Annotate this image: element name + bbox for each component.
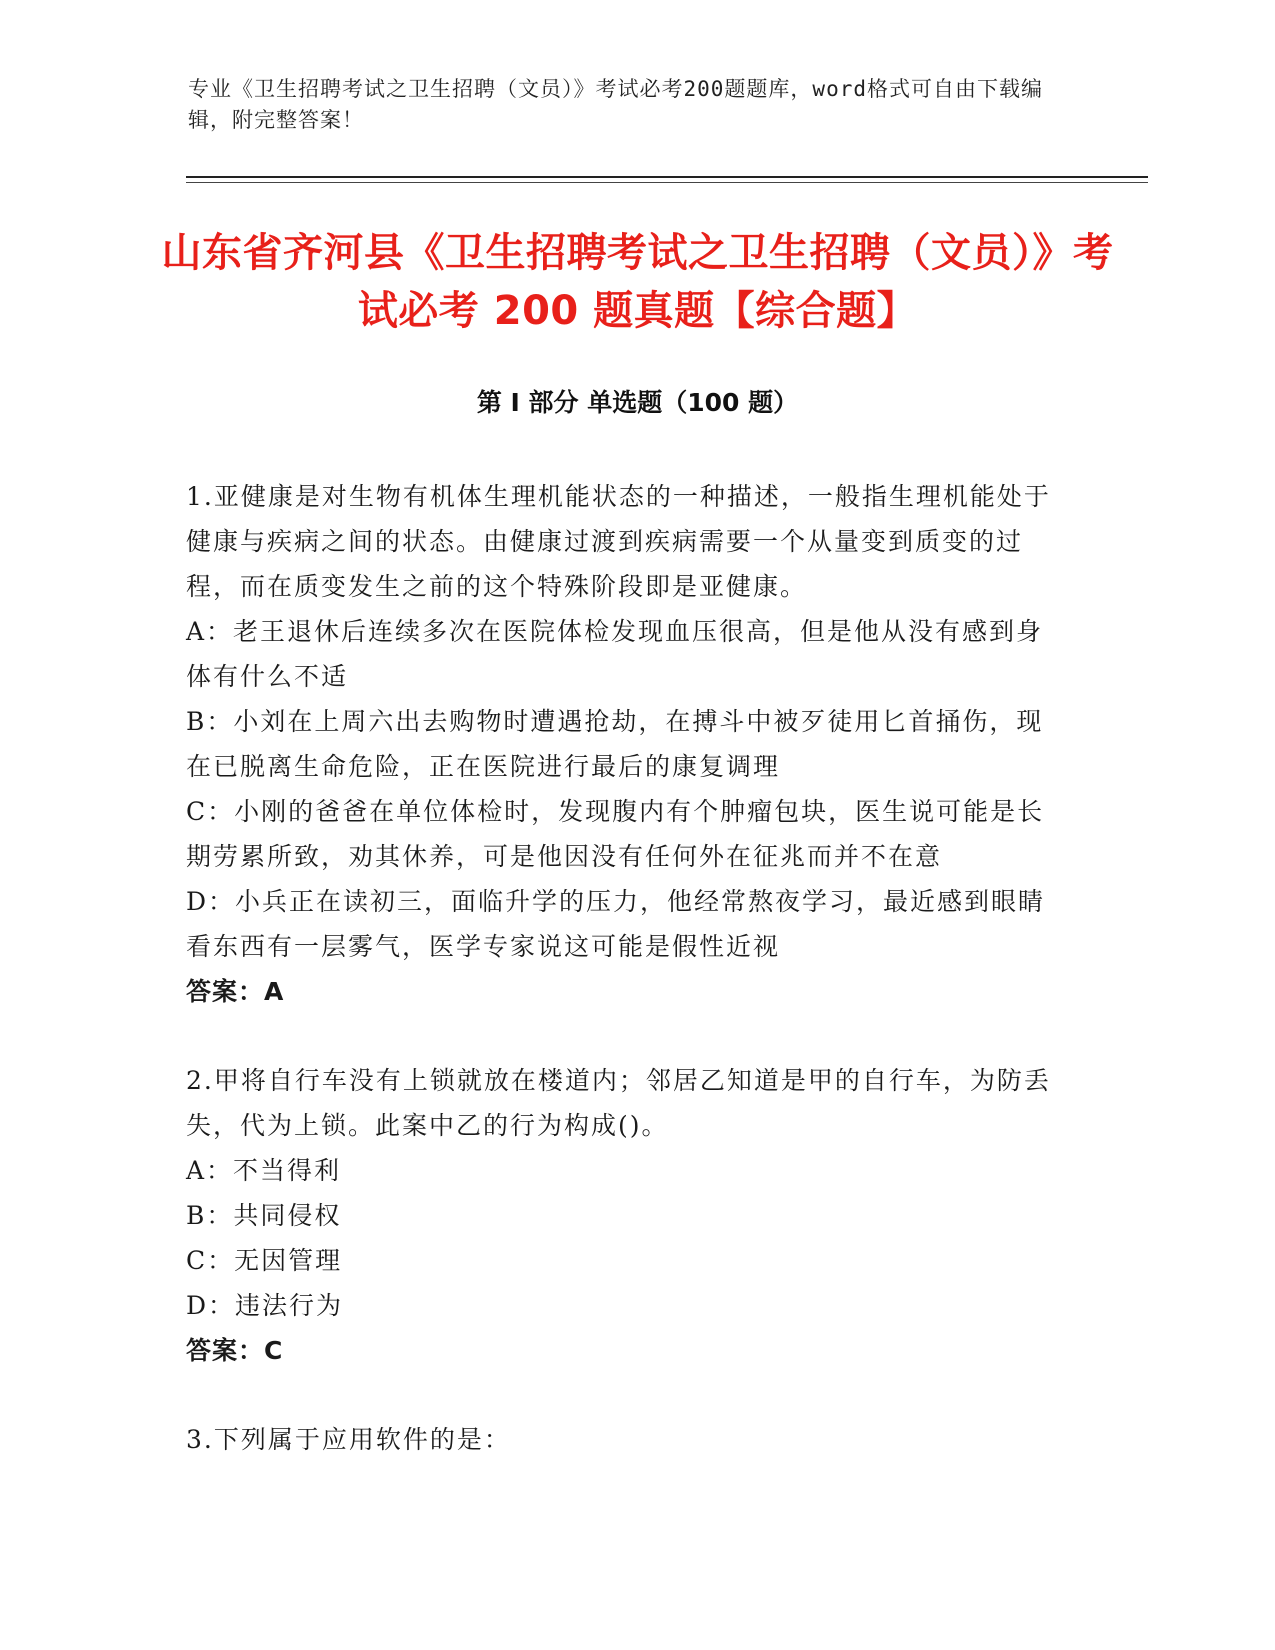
option-d: D：小兵正在读初三，面临升学的压力，他经常熬夜学习，最近感到眼睛看东西有一层雾气，医学专家说这可能是假性近视 bbox=[186, 887, 1046, 961]
question-stem: 1.亚健康是对生物有机体生理机能状态的一种描述，一般指生理机能处于健康与疾病之间的状态。由健康过渡到疾病需要一个从量变到质变的过程，而在质变发生之前的这个特殊阶段即是亚健康。 bbox=[186, 482, 1051, 601]
answer: 答案：C bbox=[186, 1336, 284, 1365]
question-stem: 2.甲将自行车没有上锁就放在楼道内；邻居乙知道是甲的自行车，为防丢失，代为上锁。此案中乙的行为构成()。 bbox=[186, 1066, 1051, 1140]
document-title: 山东省齐河县《卫生招聘考试之卫生招聘（文员）》考试必考 200 题真题【综合题】 bbox=[161, 230, 1114, 334]
section-title: 第 I 部分 单选题（100 题） bbox=[476, 388, 799, 417]
option-a: A：老王退休后连续多次在医院体检发现血压很高，但是他从没有感到身体有什么不适 bbox=[186, 617, 1044, 691]
header-divider-thin bbox=[186, 182, 1148, 183]
option-b: B：小刘在上周六出去购物时遭遇抢劫，在搏斗中被歹徒用匕首捅伤，现在已脱离生命危险，正在医院进行最后的康复调理 bbox=[186, 707, 1044, 781]
question-stem: 3.下列属于应用软件的是： bbox=[186, 1425, 511, 1454]
option-c: C：小刚的爸爸在单位体检时，发现腹内有个肿瘤包块，医生说可能是长期劳累所致，劝其休养，可是他因没有任何外在征兆而并不在意 bbox=[186, 797, 1045, 871]
answer: 答案：A bbox=[186, 977, 285, 1006]
header-divider-thick bbox=[186, 176, 1148, 178]
question-2 bbox=[186, 1058, 1066, 1373]
option-c: C：无因管理 bbox=[186, 1246, 343, 1275]
question-list bbox=[186, 474, 1066, 1462]
option-b: B：共同侵权 bbox=[186, 1201, 342, 1230]
header-note: 专业《卫生招聘考试之卫生招聘（文员）》考试必考200题题库，word格式可自由下载编辑，附完整答案！ bbox=[188, 77, 1043, 132]
option-d: D：违法行为 bbox=[186, 1291, 344, 1320]
option-a: A：不当得利 bbox=[186, 1156, 342, 1185]
question-3 bbox=[186, 1417, 1066, 1462]
question-1 bbox=[186, 474, 1066, 1014]
